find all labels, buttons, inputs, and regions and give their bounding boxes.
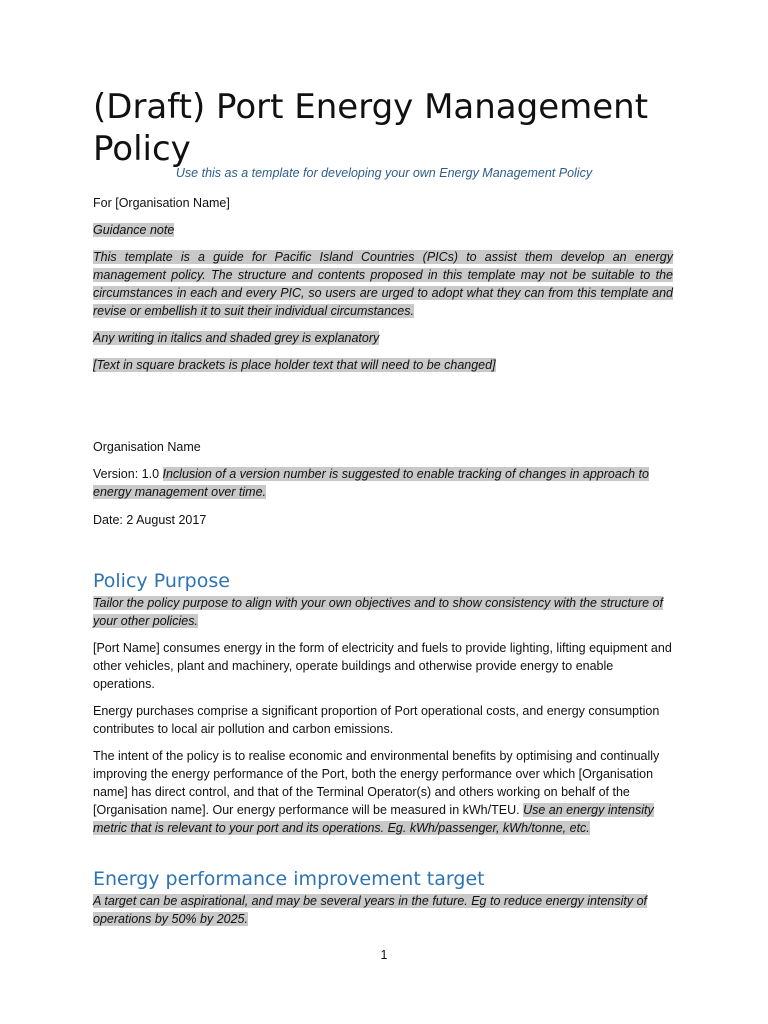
guide-paragraph bbox=[93, 248, 673, 320]
metric-note: Use an energy intensity metric that is relevant to your port and its operations. Eg. kWh/passenger, kWh/tonne, etc. bbox=[93, 803, 654, 835]
guidance-note-text: Guidance note bbox=[93, 223, 175, 237]
policy-purpose-note bbox=[93, 594, 673, 630]
policy-purpose-paragraph-1: [Port Name] consumes energy in the form of electricity and fuels to provide lighting, lifting equipment and other vehicles, plant and machinery, operate buildings and otherwise provide energy to enable operations. bbox=[93, 641, 672, 691]
guide-paragraph-text: This template is a guide for Pacific Island Countries (PICs) to assist them develop an energy management policy. The structure and contents proposed in this template may not be suitable to the circumstances in each and every PIC, so users are urged to adopt what they can from this template and revise or embellish it to suit their individual circumstances. bbox=[93, 250, 673, 318]
brackets-note bbox=[93, 356, 673, 374]
for-organisation: For [Organisation Name] bbox=[93, 196, 230, 210]
version-note: Inclusion of a version number is suggested to enable tracking of changes in approach to energy management over time. bbox=[93, 467, 649, 499]
policy-purpose-paragraph-3 bbox=[93, 747, 673, 837]
date-line: Date: 2 August 2017 bbox=[93, 513, 207, 527]
policy-purpose-note-text: Tailor the policy purpose to align with your own objectives and to show consistency with the structure of your other policies. bbox=[93, 596, 663, 628]
policy-purpose-paragraph-3-text: The intent of the policy is to realise economic and environmental benefits by optimising and continually improving the energy performance of the Port, both the energy performance over which [Organisation name] has direct control, and that of the Terminal Operator(s) and others working on behalf of the [Organisation name]. Our energy performance will be measured in kWh/TEU. bbox=[93, 749, 660, 817]
guidance-note-label bbox=[93, 221, 673, 239]
version-label: Version: 1.0 bbox=[93, 467, 160, 481]
page-title: (Draft) Port Energy Management Policy bbox=[93, 87, 649, 169]
page-number: 1 bbox=[380, 948, 388, 962]
target-note bbox=[93, 892, 673, 928]
target-note-text: A target can be aspirational, and may be several years in the future. Eg to reduce energy intensity of operations by 50% by 2025. bbox=[93, 894, 648, 926]
italics-note bbox=[93, 329, 673, 347]
target-heading: Energy performance improvement target bbox=[93, 868, 485, 890]
italics-note-text: Any writing in italics and shaded grey is explanatory bbox=[93, 331, 380, 345]
policy-purpose-paragraph-2: Energy purchases comprise a significant proportion of Port operational costs, and energy consumption contributes to local air pollution and carbon emissions. bbox=[93, 704, 660, 736]
subtitle: Use this as a template for developing your own Energy Management Policy bbox=[175, 166, 593, 180]
brackets-note-text: [Text in square brackets is place holder text that will need to be changed] bbox=[93, 358, 496, 372]
organisation-name: Organisation Name bbox=[93, 440, 201, 454]
version-line bbox=[93, 465, 673, 501]
policy-purpose-heading: Policy Purpose bbox=[93, 570, 230, 592]
